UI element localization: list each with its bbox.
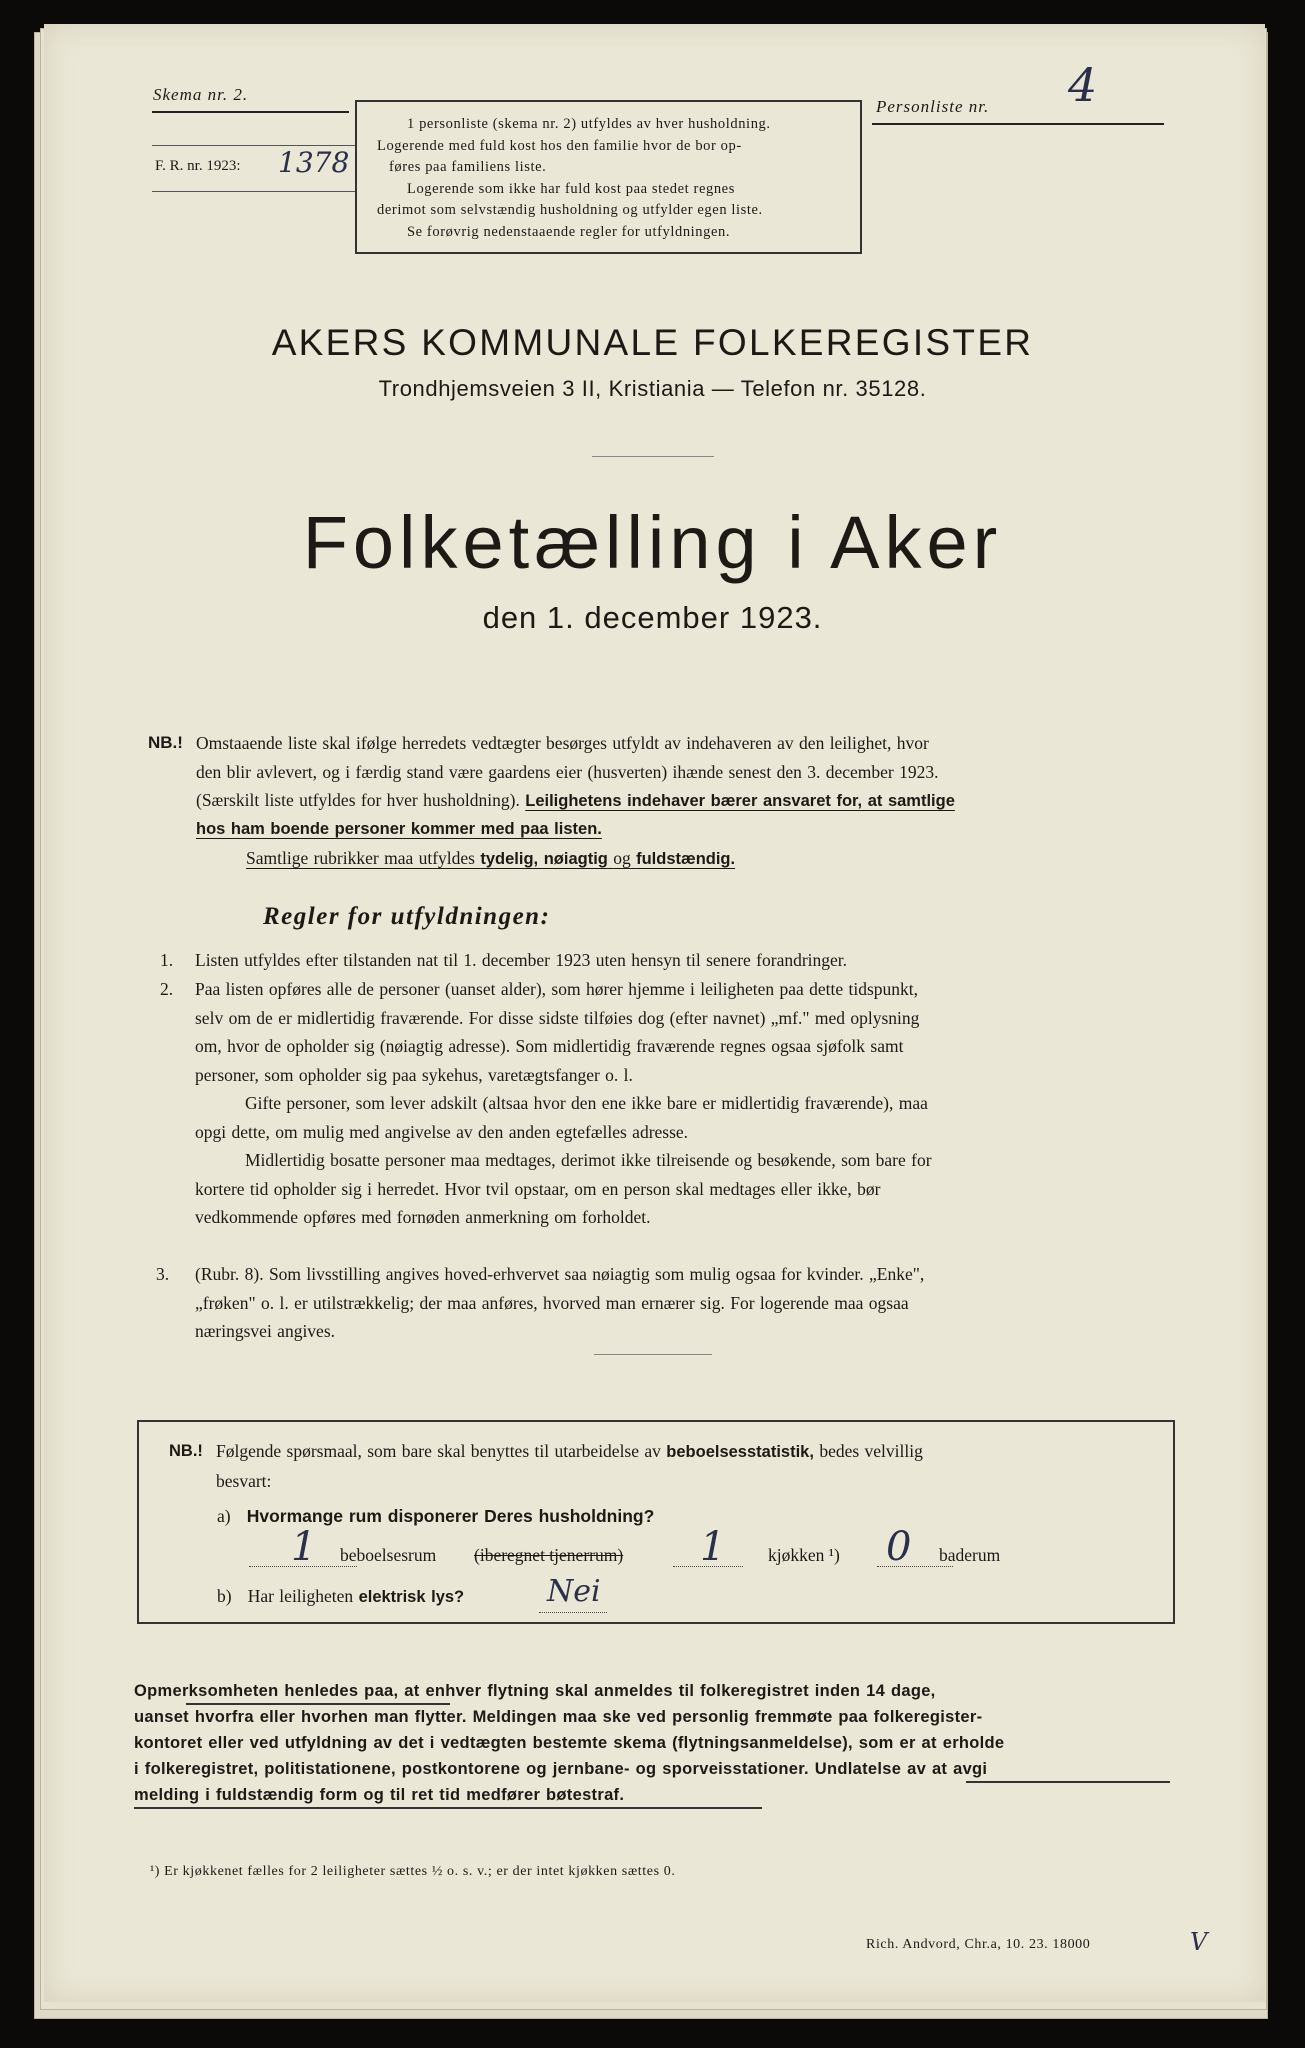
nb2-intro-text-3: besvart:	[216, 1470, 272, 1491]
separator-2	[594, 1354, 712, 1355]
nb2-label: NB.!	[169, 1442, 203, 1460]
notice-underline-1	[186, 1703, 450, 1705]
skema-underline	[152, 111, 349, 113]
fr-underline	[152, 191, 356, 192]
rule-2-line-1: Paa listen opføres alle de personer (uanset alder), som hører hjemme i leiligheten paa dette tidspunkt,	[195, 979, 919, 999]
nb-line-1: Omstaaende liste skal ifølge herredets vedtægter besørges utfyldt av indehaveren av den leilighet, hvor	[196, 733, 929, 753]
rooms-answer-line	[249, 1566, 357, 1567]
nb-line-4	[196, 814, 602, 844]
notice-line-4: i folkeregistret, politistationene, postkontorene og jernbane- og sporveisstationer. Undlatelse av at avgi	[134, 1760, 988, 1778]
personliste-label: Personliste nr.	[876, 97, 990, 116]
housing-statistics-box	[137, 1420, 1175, 1624]
household-info-box	[355, 100, 862, 254]
question-a	[217, 1502, 654, 1531]
nb-line-2: den blir avlevert, og i færdig stand være gaardens eier (husverten) ihænde senest den 3. december 1923.	[196, 761, 939, 782]
notice-line-5: melding i fuldstændig form og til ret tid medfører bøtestraf.	[134, 1786, 625, 1804]
fr-number-label: F. R. nr. 1923:	[155, 158, 241, 174]
rule-2-number: 2.	[160, 979, 174, 999]
question-b-bold: elektrisk lys?	[358, 1588, 465, 1606]
rule-2-line-8: kortere tid opholder sig i herredet. Hvor tvil opstaar, om en person skal medtages eller ikke, bør	[195, 1178, 881, 1199]
nb2-intro	[216, 1437, 1156, 1495]
rule-2-line-6: opgi dette, om mulig med angivelse av den anden egtefælles adresse.	[195, 1121, 689, 1142]
notice-line-1: Opmerksomheten henledes paa, at enhver flytning skal anmeldes til folkeregistret inden 14 dage,	[134, 1682, 936, 1700]
rule-3-line-1: (Rubr. 8). Som livsstilling angives hoved-erhvervet saa nøiagtig som mulig ogsaa for kvinder. „Enke",	[195, 1264, 925, 1284]
info-line-4: Logerende som ikke har fuld kost paa stedet regnes	[407, 180, 735, 197]
rules-heading: Regler for utfyldningen:	[263, 903, 551, 930]
nb-requirement-text: Samtlige rubrikker maa utfyldes	[246, 848, 475, 868]
rule-2-line-2: selv om de er midlertidig fraværende. For disse sidste tilføies dog (efter navnet) „mf." med oplysning	[195, 1007, 920, 1028]
check-mark: V	[1190, 1928, 1208, 1956]
rule-2-line-7: Midlertidig bosatte personer maa medtages, derimot ikke tilreisende og besøkende, som bare for	[245, 1150, 932, 1170]
rooms-label: beboelsesrum	[340, 1545, 437, 1565]
fr-number-value: 1378	[278, 146, 350, 179]
document-title: Folketælling i Aker	[302, 501, 1003, 584]
rule-3-number: 3.	[156, 1264, 170, 1284]
rule-3-line-2: „frøken" o. l. er utilstrækkelig; der maa anføres, hvorved man ernærer sig. For logerende maa ogsaa	[195, 1292, 909, 1313]
nb2-intro-text-2: bedes velvillig	[819, 1441, 923, 1461]
info-line-1: 1 personliste (skema nr. 2) utfyldes av hver husholdning.	[407, 116, 771, 132]
organisation-name: AKERS KOMMUNALE FOLKEREGISTER	[271, 322, 1034, 363]
kitchen-label: kjøkken ¹)	[768, 1545, 840, 1565]
info-line-3: føres paa familiens liste.	[389, 159, 547, 175]
kitchen-answer: 1	[700, 1524, 726, 1570]
kitchen-footnote: ¹) Er kjøkkenet fælles for 2 leiligheter sættes ½ o. s. v.; er der intet kjøkken sættes 0.	[150, 1864, 676, 1879]
question-a-prefix: a)	[217, 1506, 231, 1526]
notice-underline-2	[966, 1781, 1170, 1783]
personliste-underline	[872, 123, 1164, 125]
nb-requirement-and: og	[613, 848, 631, 868]
rule-3-text	[195, 1260, 924, 1346]
rule-2-text	[195, 975, 932, 1232]
bath-answer: 0	[886, 1524, 912, 1570]
electric-light-answer-line	[539, 1612, 607, 1613]
notice-underline-3	[134, 1807, 762, 1809]
bath-answer-line	[877, 1566, 953, 1567]
rule-2-line-4: personer, som opholder sig paa sykehus, varetægtsfanger o. l.	[195, 1064, 633, 1085]
info-line-6: Se forøvrig nedenstaaende regler for utfyldningen.	[407, 223, 731, 240]
nb-line-3	[196, 786, 1170, 816]
rule-2-line-5: Gifte personer, som lever adskilt (altsaa hvor den ene ikke bare er midlertidig fraværende), maa	[245, 1093, 928, 1113]
notice-line-2: uanset hvorfra eller hvorhen man flytter. Meldingen maa ske ved personlig fremmøte paa folkeregister-	[134, 1708, 983, 1726]
servant-rooms-struck: (iberegnet tjenerrum)	[474, 1545, 624, 1565]
nb-requirement-bold: tydelig, nøiagtig	[480, 850, 608, 868]
kitchen-answer-line	[673, 1566, 743, 1567]
bath-label: baderum	[939, 1545, 1001, 1565]
question-b-prefix: b)	[217, 1586, 232, 1606]
rule-1-line-1: Listen utfyldes efter tilstanden nat til 1. december 1923 uten hensyn til senere forandringer.	[195, 950, 848, 970]
info-line-5: derimot som selvstændig husholdning og utfylder egen liste.	[377, 202, 763, 218]
question-a-text: Hvormange rum disponerer Deres husholdning?	[246, 1506, 655, 1526]
nb-requirement-complete: fuldstændig.	[636, 850, 736, 868]
electric-light-answer: Nei	[547, 1574, 601, 1609]
rule-1-text	[195, 946, 847, 975]
nb-responsibility-text: Leilighetens indehaver bærer ansvaret for, at samtlige	[525, 792, 955, 810]
info-line-2: Logerende med fuld kost hos den familie hvor de bor op-	[377, 137, 742, 154]
personliste-value: 4	[1068, 58, 1098, 112]
separator	[592, 456, 714, 457]
skema-number: Skema nr. 2.	[153, 85, 249, 104]
rule-2-line-3: om, hvor de opholder sig (nøiagtig adresse). Som midlertidig fraværende regnes ogsaa sjøfolk samt	[195, 1036, 904, 1056]
moving-notice	[134, 1678, 1004, 1808]
nb2-intro-text: Følgende spørsmaal, som bare skal benyttes til utarbeidelse av	[216, 1441, 661, 1461]
rule-1-number: 1.	[160, 950, 174, 970]
nb-label: NB.!	[148, 733, 183, 752]
nb2-intro-bold: beboelsesstatistik,	[666, 1443, 814, 1461]
rooms-answer: 1	[291, 1524, 317, 1570]
organisation-address: Trondhjemsveien 3 II, Kristiania — Telefon nr. 35128.	[378, 376, 927, 401]
printer-imprint: Rich. Andvord, Chr.a, 10. 23. 18000	[866, 1937, 1091, 1952]
rule-3-line-3: næringsvei angives.	[195, 1321, 336, 1341]
rule-2-line-9: vedkommende opføres med fornøden anmerkning om forholdet.	[195, 1207, 651, 1227]
question-b	[217, 1582, 464, 1612]
nb-line-3-text: (Særskilt liste utfyldes for hver husholdning).	[196, 790, 520, 810]
notice-line-3: kontoret eller ved utfyldning av det i vedtægten bestemte skema (flytningsanmeldelse), som er at erholde	[134, 1734, 1005, 1752]
nb-responsibility-text-2: hos ham boende personer kommer med paa listen.	[196, 820, 602, 838]
nb-paragraph	[196, 729, 1170, 816]
question-b-text: Har leiligheten	[247, 1586, 354, 1606]
nb-line-5	[246, 844, 735, 874]
census-date: den 1. december 1923.	[482, 600, 823, 635]
